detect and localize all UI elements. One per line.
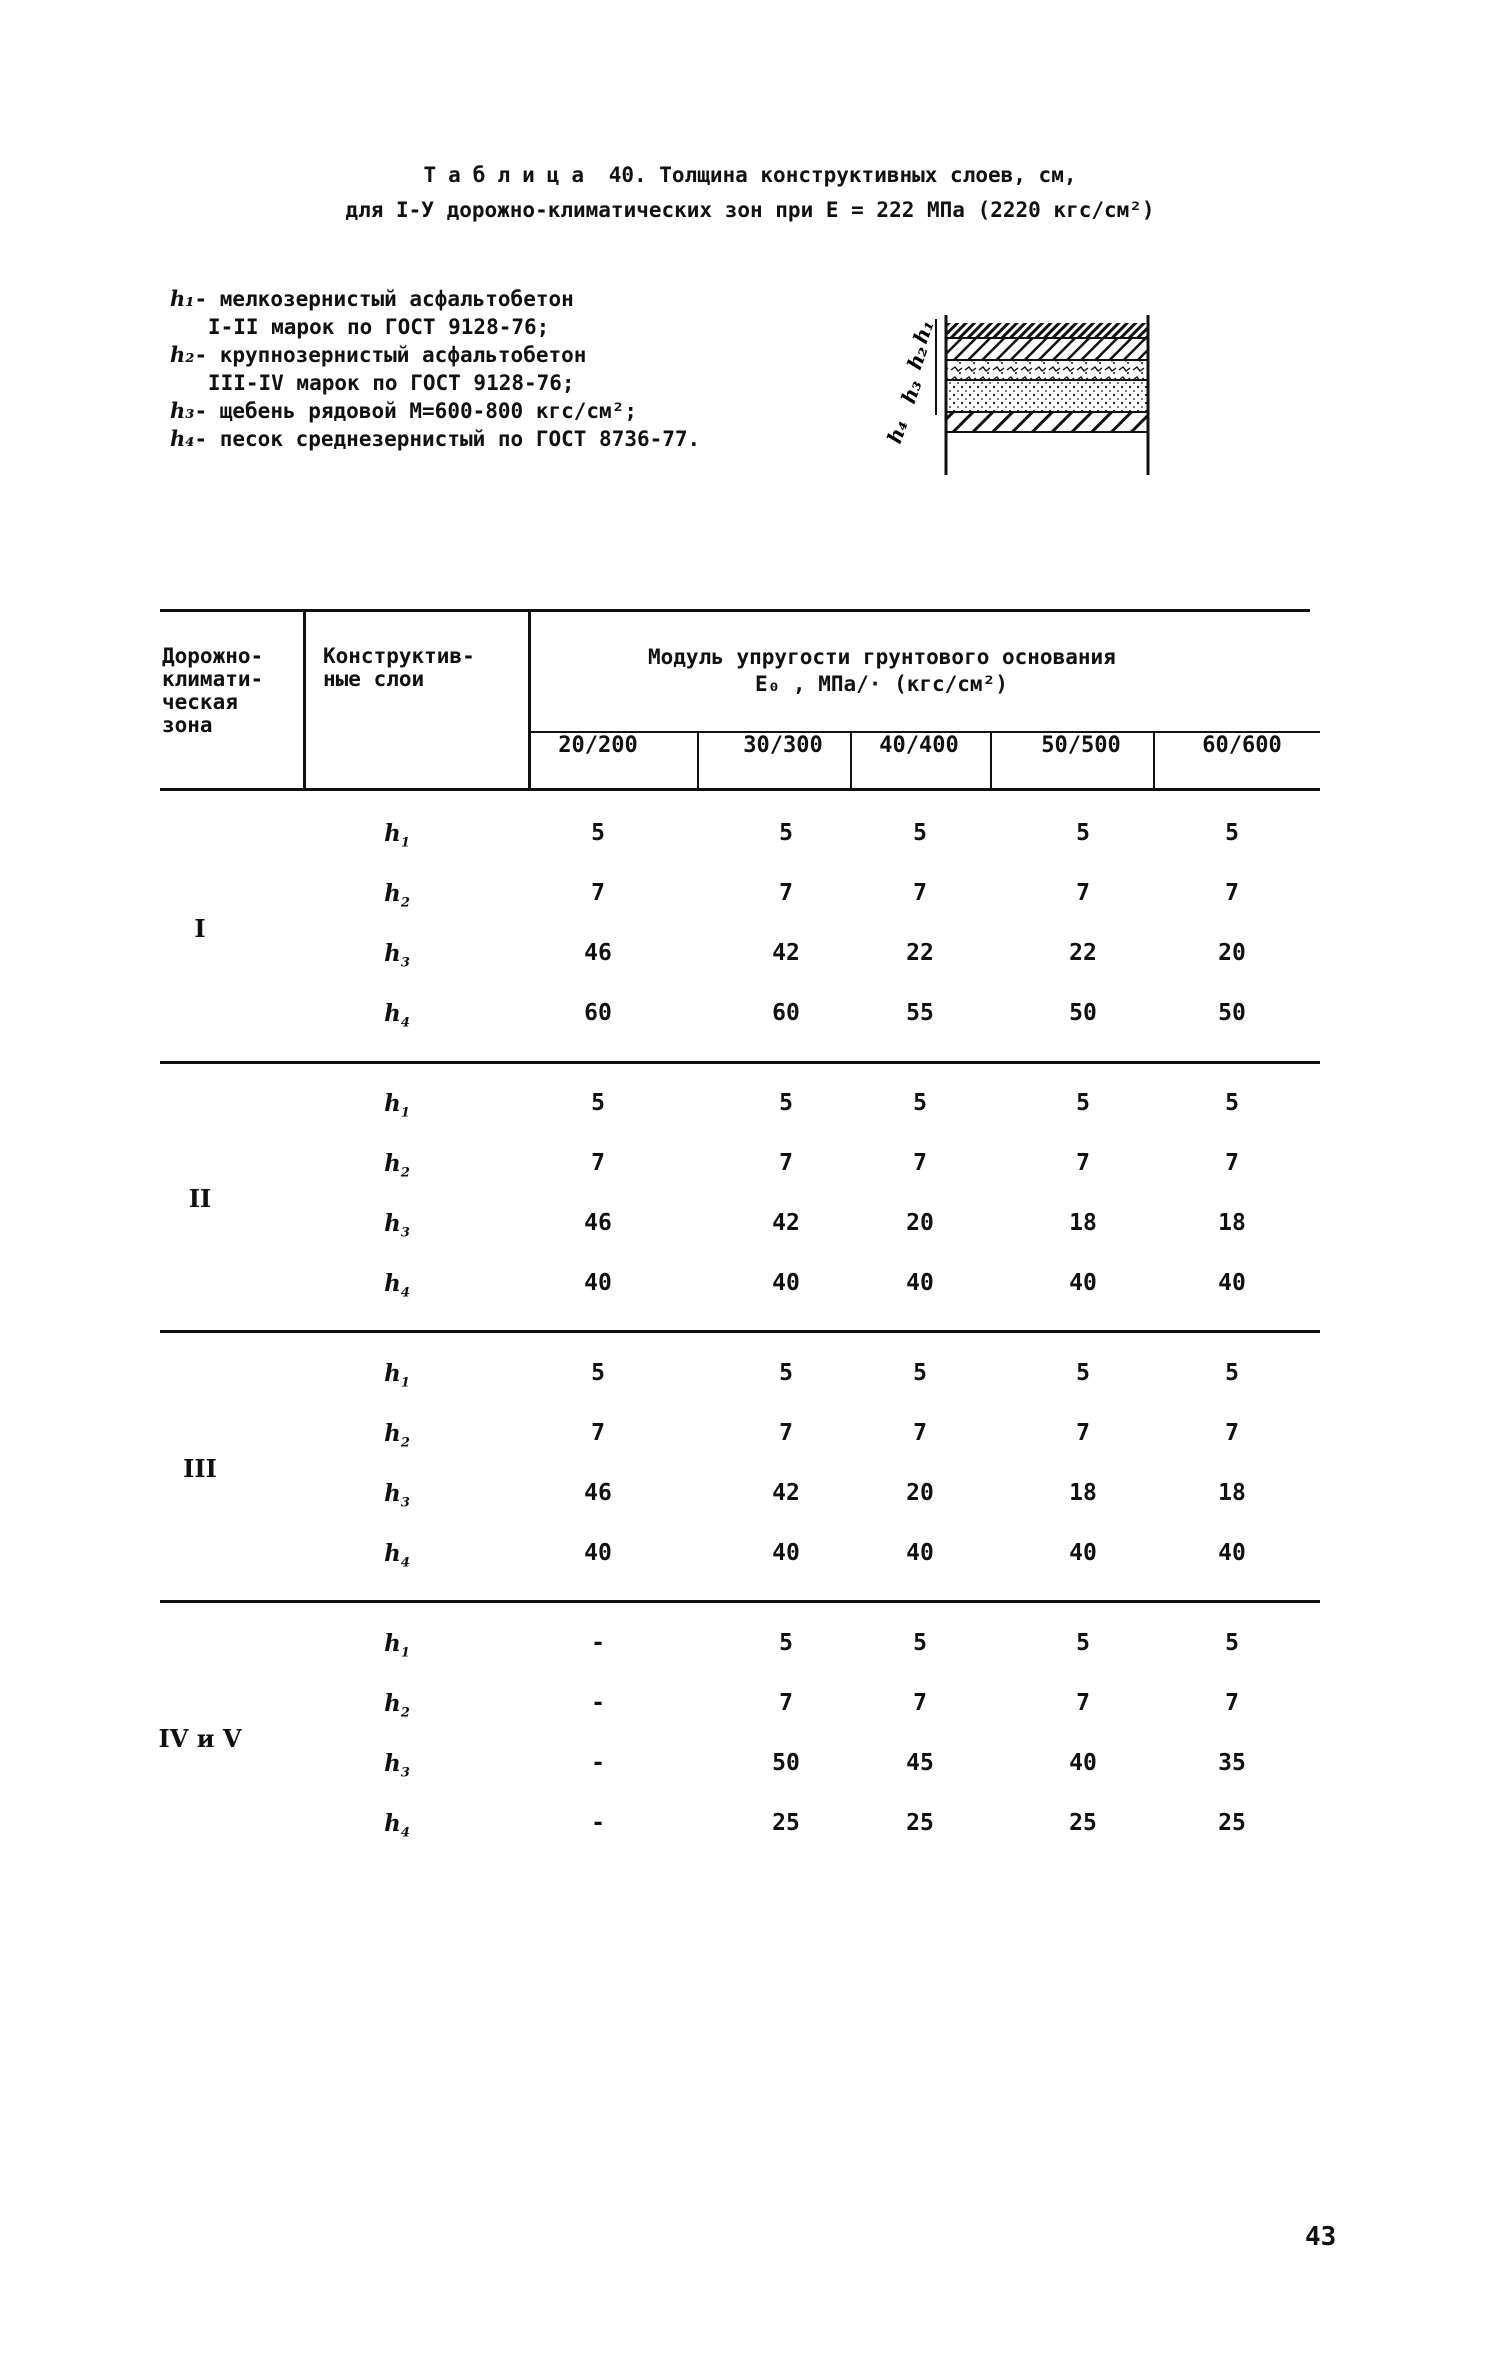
layer-index: 3: [400, 1495, 410, 1511]
table-cell: 5: [913, 820, 927, 846]
layer-index: 2: [400, 1165, 410, 1181]
table-cell: 46: [584, 1480, 612, 1506]
layer-index: 4: [400, 1825, 410, 1841]
layer-label: [384, 1750, 410, 1781]
table-cell: 5: [1225, 1630, 1239, 1656]
table-cell: 40: [1069, 1540, 1097, 1566]
table-cell: 45: [906, 1750, 934, 1776]
layer-symbol: h: [384, 880, 401, 907]
table-cell: 7: [779, 1420, 793, 1446]
table-cell: 60: [584, 1000, 612, 1026]
table-cell: 7: [1225, 880, 1239, 906]
table-cell: 18: [1069, 1480, 1097, 1506]
group-divider: [160, 1330, 1320, 1333]
layer-label: [384, 1630, 410, 1661]
subcol-divider: [850, 731, 852, 791]
table-cell: 40: [584, 1540, 612, 1566]
zone-label: I: [194, 914, 206, 943]
table-cell: 40: [1069, 1750, 1097, 1776]
layer-symbol: h: [384, 1360, 401, 1387]
diagram-label-h1: h₁: [908, 316, 939, 347]
layer-symbol: h: [384, 1480, 401, 1507]
table-cell: 7: [1076, 1420, 1090, 1446]
table-cell: 18: [1069, 1210, 1097, 1236]
table-cell: 20: [906, 1210, 934, 1236]
table-cell: 7: [779, 1690, 793, 1716]
layer-label: [384, 1690, 410, 1721]
table-cell: -: [591, 1750, 605, 1776]
layer-symbol: h: [384, 1210, 401, 1237]
layer-symbol: h: [384, 1540, 401, 1567]
table-cell: 18: [1218, 1480, 1246, 1506]
column-header: 30/300: [743, 733, 823, 758]
legend-line: [170, 285, 700, 313]
table-cell: -: [591, 1630, 605, 1656]
layer-label: [384, 1420, 410, 1451]
subcol-divider: [697, 731, 699, 791]
layer-index: 4: [400, 1015, 410, 1031]
table-cell: 7: [1225, 1150, 1239, 1176]
layer-index: 1: [400, 835, 410, 851]
zone-label: II: [188, 1184, 212, 1213]
table-title-prefix: Таблица: [423, 163, 597, 187]
legend-symbol: h₄: [170, 426, 195, 451]
layer-label: [384, 1150, 410, 1181]
table-cell: 5: [779, 1090, 793, 1116]
table-cell: 5: [1076, 1090, 1090, 1116]
layer-symbol: h: [384, 1630, 401, 1657]
table-cell: 7: [591, 880, 605, 906]
table-cell: 50: [772, 1750, 800, 1776]
layer-index: 4: [400, 1555, 410, 1571]
layer-subgrade: [946, 413, 1148, 431]
table-cell: 5: [913, 1630, 927, 1656]
table-cell: 22: [1069, 940, 1097, 966]
table-cell: 46: [584, 1210, 612, 1236]
layer-symbol: h: [384, 1690, 401, 1717]
table-cell: 25: [906, 1810, 934, 1836]
layer-index: 3: [400, 955, 410, 971]
table-cell: 5: [779, 1630, 793, 1656]
table-cell: 7: [913, 1690, 927, 1716]
subcol-divider: [1153, 731, 1155, 791]
legend-line: [170, 425, 700, 453]
layer-index: 2: [400, 1435, 410, 1451]
table-cell: -: [591, 1810, 605, 1836]
table-cell: 42: [772, 1480, 800, 1506]
layer-index: 3: [400, 1765, 410, 1781]
layer-label: [384, 1210, 410, 1241]
legend-text: III-IV марок по ГОСТ 9128-76;: [170, 371, 575, 395]
table-cell: 50: [1069, 1000, 1097, 1026]
table-cell: 7: [913, 1420, 927, 1446]
table-cell: 60: [772, 1000, 800, 1026]
layer-label: [384, 940, 410, 971]
page-number: 43: [1305, 2222, 1337, 2252]
layer-label: [384, 1810, 410, 1841]
table-cell: 5: [1225, 820, 1239, 846]
table-cell: 40: [1218, 1540, 1246, 1566]
diagram-label-h4: h₄: [882, 416, 913, 447]
table-cell: 5: [591, 820, 605, 846]
legend-symbol: h₁: [170, 286, 195, 311]
table-cell: 40: [772, 1540, 800, 1566]
layer-label: [384, 1540, 410, 1571]
layer-h4: [946, 381, 1148, 411]
table-cell: 40: [906, 1540, 934, 1566]
header-modulus: Модуль упругости грунтового основания: [648, 645, 1116, 669]
table-cell: 50: [1218, 1000, 1246, 1026]
layer-h3: [946, 361, 1148, 379]
table-cell: 7: [1076, 880, 1090, 906]
legend-text: I-II марок по ГОСТ 9128-76;: [170, 315, 550, 339]
layer-index: 1: [400, 1105, 410, 1121]
table-cell: 7: [1225, 1420, 1239, 1446]
layer-label: [384, 1000, 410, 1031]
legend-line: [170, 397, 700, 425]
table-subtitle: для I-У дорожно-климатических зон при E = 222 МПа (2220 кгс/см²): [345, 198, 1155, 222]
table-cell: 5: [1076, 1360, 1090, 1386]
table-cell: 46: [584, 940, 612, 966]
layer-index: 2: [400, 895, 410, 911]
table-cell: 42: [772, 1210, 800, 1236]
layer-h2: [946, 339, 1148, 359]
header-layers: Конструктив- ные слои: [323, 644, 475, 691]
layer-label: [384, 820, 410, 851]
table-cell: 35: [1218, 1750, 1246, 1776]
table-cell: 5: [591, 1090, 605, 1116]
group-divider: [160, 1061, 1320, 1064]
table-cell: 5: [913, 1360, 927, 1386]
table-cell: 40: [772, 1270, 800, 1296]
legend-text: - песок среднезернистый по ГОСТ 8736-77.: [194, 427, 701, 451]
layer-index: 1: [400, 1375, 410, 1391]
layer-symbol: h: [384, 1000, 401, 1027]
header-zone: Дорожно- климати- ческая зона: [162, 644, 264, 737]
layer-symbol: h: [384, 1810, 401, 1837]
table-cell: 5: [1225, 1360, 1239, 1386]
column-header: 40/400: [879, 733, 959, 758]
group-divider: [160, 1600, 1320, 1603]
table-cell: 7: [1076, 1150, 1090, 1176]
legend-text: - мелкозернистый асфальтобетон: [194, 287, 574, 311]
layer-index: 4: [400, 1285, 410, 1301]
table-cell: 7: [591, 1420, 605, 1446]
subcol-divider: [990, 731, 992, 791]
layer-symbol: h: [384, 940, 401, 967]
layer-symbol: h: [384, 1750, 401, 1777]
legend-symbol: h₃: [170, 398, 195, 423]
table-cell: 5: [1225, 1090, 1239, 1116]
table-cell: 20: [1218, 940, 1246, 966]
table-header-bottom-rule: [160, 788, 1320, 791]
col-divider: [303, 609, 306, 791]
layer-label: [384, 1480, 410, 1511]
table-cell: 25: [1218, 1810, 1246, 1836]
legend-line: [170, 313, 700, 341]
layer-symbol: h: [384, 820, 401, 847]
col-divider: [528, 609, 531, 791]
table-cell: 7: [591, 1150, 605, 1176]
legend-text: - щебень рядовой М=600-800 кгс/см²;: [194, 399, 637, 423]
table-cell: 7: [913, 880, 927, 906]
table-cell: 5: [1076, 1630, 1090, 1656]
table-top-rule: [160, 609, 1310, 612]
table-cell: 25: [772, 1810, 800, 1836]
layer-symbol: h: [384, 1420, 401, 1447]
layer-index: 3: [400, 1225, 410, 1241]
layer-label: [384, 1360, 410, 1391]
table-cell: 20: [906, 1480, 934, 1506]
column-header: 50/500: [1041, 733, 1121, 758]
table-cell: 40: [1218, 1270, 1246, 1296]
layer-index: 1: [400, 1645, 410, 1661]
column-header: 60/600: [1202, 733, 1282, 758]
layer-diagram: [880, 305, 1170, 485]
table-cell: 5: [591, 1360, 605, 1386]
table-cell: 5: [913, 1090, 927, 1116]
table-cell: 7: [779, 1150, 793, 1176]
table-cell: 5: [1076, 820, 1090, 846]
layer-symbol: h: [384, 1090, 401, 1117]
table-cell: 42: [772, 940, 800, 966]
layer-h1: [946, 323, 1148, 337]
legend: [170, 285, 700, 453]
table-cell: 7: [779, 880, 793, 906]
legend-symbol: h₂: [170, 342, 195, 367]
table-cell: 25: [1069, 1810, 1097, 1836]
diagram-label-h3: h₃: [896, 376, 927, 407]
table-cell: 18: [1218, 1210, 1246, 1236]
table-title: [0, 163, 1500, 187]
table-cell: 22: [906, 940, 934, 966]
table-cell: 40: [1069, 1270, 1097, 1296]
header-modulus-units: E₀ , МПа/· (кгс/см²): [755, 672, 1008, 696]
table-cell: 5: [779, 1360, 793, 1386]
legend-line: [170, 369, 700, 397]
layer-label: [384, 880, 410, 911]
table-cell: 55: [906, 1000, 934, 1026]
layer-label: [384, 1270, 410, 1301]
table-cell: 7: [1225, 1690, 1239, 1716]
layer-index: 2: [400, 1705, 410, 1721]
table-cell: 7: [1076, 1690, 1090, 1716]
layer-label: [384, 1090, 410, 1121]
zone-label: III: [183, 1454, 217, 1483]
table-cell: 5: [779, 820, 793, 846]
legend-text: - крупнозернистый асфальтобетон: [194, 343, 587, 367]
legend-line: [170, 341, 700, 369]
column-header: 20/200: [558, 733, 638, 758]
table-cell: 7: [913, 1150, 927, 1176]
table-cell: -: [591, 1690, 605, 1716]
zone-label: IV и V: [158, 1724, 242, 1753]
table-cell: 40: [906, 1270, 934, 1296]
layer-symbol: h: [384, 1150, 401, 1177]
diagram-label-h2: h₂: [902, 342, 933, 373]
layer-symbol: h: [384, 1270, 401, 1297]
table-title-main: 40. Толщина конструктивных слоев, см,: [608, 163, 1077, 187]
table-cell: 40: [584, 1270, 612, 1296]
